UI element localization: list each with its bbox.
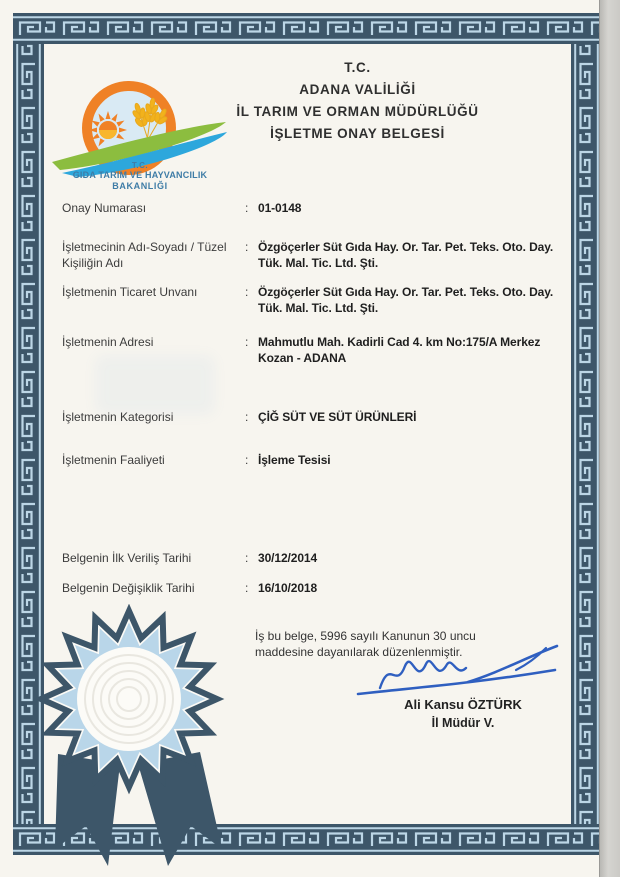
field-colon: : [245,285,249,299]
field-label: İşletmenin Faaliyeti [62,453,165,467]
field-value: 01-0148 [258,201,302,215]
field-value: Özgöçerler Süt Gıda Hay. Or. Tar. Pet. Teks. Oto. Day. Tük. Mal. Tic. Ltd. Şti. [258,285,554,315]
field-value: ÇİĞ SÜT VE SÜT ÜRÜNLERİ [258,410,417,424]
ministry-caption [50,161,230,192]
border-right [571,13,602,855]
field-row-operator-name [62,240,566,271]
ministry-caption-line: BAKANLIĞI [112,181,168,191]
field-label: İşletmenin Ticaret Unvanı [62,285,198,299]
field-label: İşletmecinin Adı-Soyadı / Tüzel Kişiliğin Adı [62,240,227,270]
legal-statement: İş bu belge, 5996 sayılı Kanunun 30 uncu maddesine dayanılarak düzenlenmiştir. [255,629,476,659]
field-row-activity [62,453,566,469]
field-colon: : [245,410,249,424]
field-colon: : [245,335,249,349]
rosette-seal-icon [28,604,242,876]
ministry-caption-line: GIDA TARIM VE HAYVANCILIK [72,170,208,180]
field-row-amendment-date [62,581,566,597]
field-row-category [62,410,566,426]
signer-block [393,697,533,731]
field-value: Özgöçerler Süt Gıda Hay. Or. Tar. Pet. Teks. Oto. Day. Tük. Mal. Tic. Ltd. Şti. [258,240,554,270]
ministry-caption-line: T.C. [131,161,149,170]
field-label: İşletmenin Adresi [62,335,154,349]
field-label: Belgenin İlk Veriliş Tarihi [62,551,192,565]
field-colon: : [245,551,249,565]
field-colon: : [245,201,249,215]
border-top [13,13,602,44]
field-row-approval-number [62,201,566,217]
field-colon: : [245,240,249,254]
field-value: İşleme Tesisi [258,453,331,467]
page-title: İŞLETME ONAY BELGESİ [270,126,445,141]
signature-ink-icon [350,642,565,704]
field-value: 30/12/2014 [258,551,318,565]
field-row-first-issue-date [62,551,566,567]
header-governorship: ADANA VALİLİĞİ [299,82,416,97]
field-colon: : [245,453,249,467]
document-header [150,57,565,145]
field-colon: : [245,581,249,595]
signer-title: İl Müdür V. [431,716,495,730]
field-value: 16/10/2018 [258,581,318,595]
field-label: Belgenin Değişiklik Tarihi [62,581,195,595]
header-directorate: İL TARIM VE ORMAN MÜDÜRLÜĞÜ [236,104,479,119]
signer-name: Ali Kansu ÖZTÜRK [404,697,522,712]
scanner-edge-shadow [599,0,620,877]
field-label: Onay Numarası [62,201,147,215]
field-label: İşletmenin Kategorisi [62,410,174,424]
field-row-trade-name [62,285,566,316]
ribbon-left [55,754,120,866]
field-value: Mahmutlu Mah. Kadirli Cad 4. km No:175/A Merkez Kozan - ADANA [258,335,541,365]
field-row-address [62,335,566,366]
header-republic: T.C. [344,60,371,75]
